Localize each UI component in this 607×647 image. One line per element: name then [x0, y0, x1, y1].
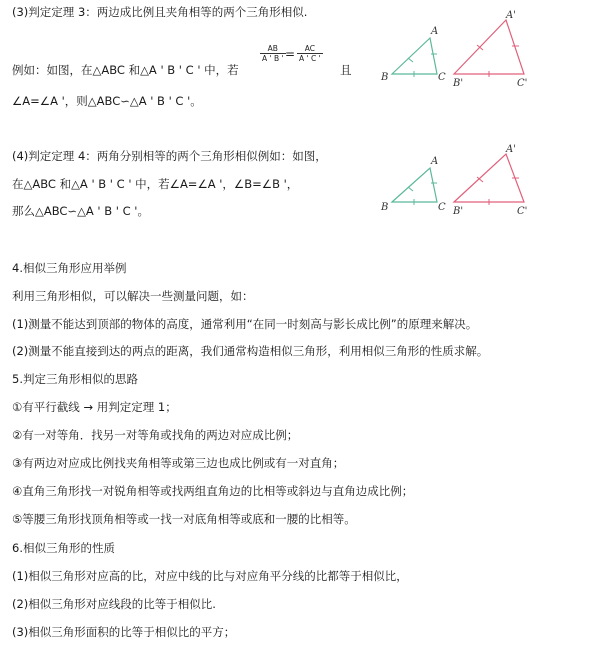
small-label-b-1: B	[381, 72, 389, 83]
section5-title: 5.判定三角形相似的思路	[12, 372, 138, 386]
fraction-ac	[297, 44, 323, 63]
section4-item2: (2)测量不能直接到达的两点的距离，我们通常构造相似三角形，利用相似三角形的性质求解。	[12, 344, 489, 358]
large-label-c-2: C'	[517, 206, 528, 217]
section5-item-3: ③有两边对应成比例找夹角相等或第三边也成比例或有一对直角；	[12, 456, 345, 470]
section6-item-1: (1)相似三角形对应高的比，对应中线的比与对应角平分线的比都等于相似比，	[12, 569, 408, 583]
section4-title: 4.相似三角形应用举例	[12, 261, 127, 275]
small-triangle-2	[392, 168, 437, 205]
large-label-a-1: A'	[506, 10, 516, 21]
theorem4-line2: 在△ABC 和△A ' B ' C ' 中，若∠A=∠A '，∠B=∠B '，	[12, 177, 299, 191]
section5-item-5: ⑤等腰三角形找顶角相等或一找一对底角相等或底和一腰的比相等。	[12, 512, 356, 526]
triangle-figure-1	[380, 10, 540, 94]
large-label-a-2: A'	[506, 144, 516, 155]
section6-item-3: (3)相似三角形面积的比等于相似比的平方；	[12, 625, 236, 639]
section6-title: 6.相似三角形的性质	[12, 541, 115, 555]
theorem3-example-prefix: 例如：如图，在△ABC 和△A ' B ' C ' 中，若	[12, 63, 239, 77]
large-label-c-1: C'	[517, 78, 528, 89]
section5-item-4: ④直角三角形找一对锐角相等或找两组直角边的比相等或斜边与直角边成比例；	[12, 484, 414, 498]
fraction-ab	[260, 44, 286, 63]
section4-intro: 利用三角形相似，可以解决一些测量问题，如：	[12, 289, 254, 303]
theorem3-conclusion: ∠A=∠A '，则△ABC∽△A ' B ' C '。	[12, 94, 202, 108]
small-label-a-1: A	[431, 26, 439, 37]
equals-sign: =	[285, 47, 296, 61]
small-label-c-2: C	[438, 202, 446, 213]
theorem4-line3: 那么△ABC∽△A ' B ' C '。	[12, 204, 149, 218]
small-label-b-2: B	[381, 202, 389, 213]
small-triangle-1	[392, 38, 437, 77]
fraction-ac-numerator: AC	[297, 44, 323, 54]
theorem3-and: 且	[340, 63, 352, 77]
theorem4-heading: (4)判定定理 4：两角分别相等的两个三角形相似例如：如图，	[12, 149, 327, 163]
small-label-c-1: C	[438, 72, 446, 83]
large-triangle-1	[454, 20, 524, 77]
theorem3-heading: (3)判定定理 3：两边成比例且夹角相等的两个三角形相似.	[12, 5, 308, 19]
section5-item-2: ②有一对等角．找另一对等角或找角的两边对应成比例；	[12, 428, 299, 442]
large-label-b-2: B'	[453, 206, 464, 217]
fraction-ac-denominator: A ' C '	[299, 54, 321, 63]
large-label-b-1: B'	[453, 78, 464, 89]
section4-item1: (1)测量不能达到顶部的物体的高度，通常利用“在同一时刻高与影长成比例”的原理来解决。	[12, 317, 478, 331]
section6-item-2: (2)相似三角形对应线段的比等于相似比.	[12, 597, 216, 611]
small-label-a-2: A	[431, 156, 439, 167]
fraction-ab-numerator: AB	[260, 44, 286, 54]
triangle-figure-2	[380, 144, 540, 220]
section5-item-1: ①有平行截线 → 用判定定理 1；	[12, 400, 177, 414]
fraction-ab-denominator: A ' B '	[262, 54, 284, 63]
large-triangle-2	[454, 154, 524, 205]
